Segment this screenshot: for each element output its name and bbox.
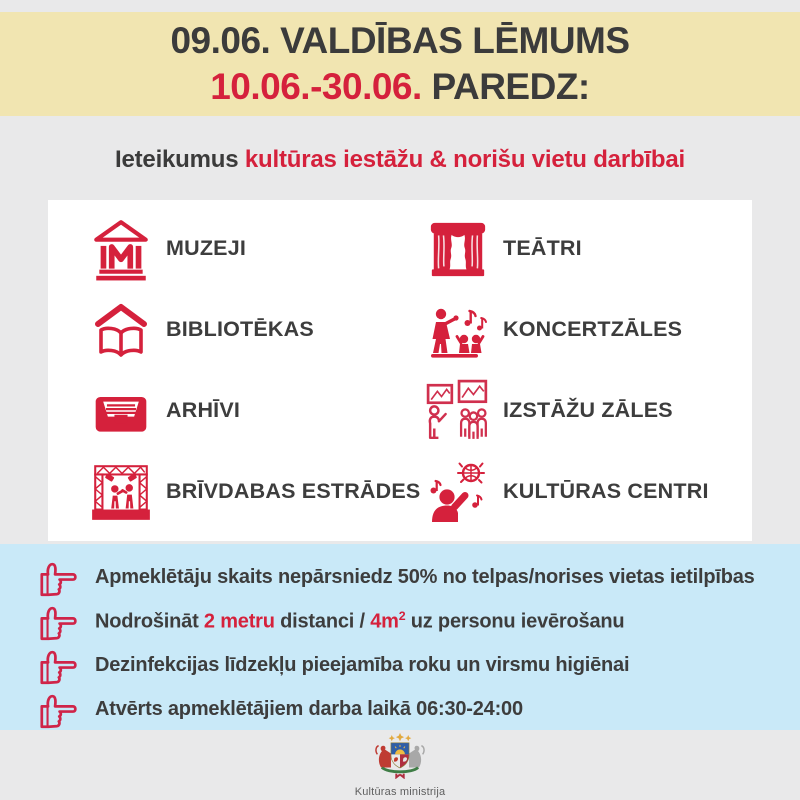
coat-of-arms-logo [371, 733, 429, 784]
library-icon [86, 293, 156, 367]
venue-item-koncertzales [423, 293, 752, 367]
rule-text: Nodrošināt 2 metru distanci / $4m^2$ uz personu ievērošanu [95, 609, 625, 633]
rule-text: Atvērts apmeklētājiem darba laikā 06:30-24:00 [95, 698, 523, 720]
venue-label: BIBLIOTĒKAS [166, 317, 314, 341]
venue-item-bibliotekas [86, 293, 423, 367]
pointing-hand-icon [34, 645, 82, 687]
rule-item-hours [34, 691, 790, 728]
venue-item-muzeji [86, 212, 423, 286]
pointing-hand-icon [34, 689, 82, 731]
footer [0, 730, 800, 800]
museum-icon [86, 212, 156, 286]
venue-item-brivdabas-estrades [86, 455, 423, 529]
ministry-name: Kultūras ministrija [354, 785, 446, 798]
title-line-2: 10.06.-30.06. PAREDZ: [210, 66, 590, 107]
top-strip [0, 0, 800, 12]
venue-item-izstazu-zales [423, 374, 752, 448]
rules-panel [0, 544, 800, 730]
rule-item-distance [34, 603, 790, 640]
venue-label: KULTŪRAS CENTRI [503, 479, 709, 503]
venue-label: IZSTĀŽU ZĀLES [503, 398, 673, 422]
theater-icon [423, 212, 493, 286]
outdoor-stage-icon [86, 455, 156, 529]
rule-item-disinfection [34, 647, 790, 684]
pointing-hand-icon [34, 601, 82, 643]
venue-label: KONCERTZĀLES [503, 317, 683, 341]
venue-item-kulturas-centri [423, 455, 752, 529]
venue-label: ARHĪVI [166, 398, 241, 422]
exhibition-icon [423, 374, 493, 448]
title-line-1: 09.06. VALDĪBAS LĒMUMS [170, 20, 630, 62]
venues-card [48, 200, 752, 541]
culture-center-icon [423, 455, 493, 529]
venue-label: BRĪVDABAS ESTRĀDES [166, 479, 421, 503]
venue-item-arhivi [86, 374, 423, 448]
archive-icon [86, 374, 156, 448]
venue-item-teatri [423, 212, 752, 286]
main-section [0, 116, 800, 544]
header-banner [0, 12, 800, 116]
pointing-hand-icon [34, 557, 82, 599]
concert-icon [423, 293, 493, 367]
rule-item-capacity [34, 559, 790, 596]
rule-text: Dezinfekcijas līdzekļu pieejamība roku un virsmu higiēnai [95, 654, 630, 676]
subtitle: Ieteikumus kultūras iestāžu & norišu vietu darbībai [115, 146, 685, 173]
venue-label: MUZEJI [166, 236, 247, 260]
venue-label: TEĀTRI [503, 236, 582, 260]
rule-text: Apmeklētāju skaits nepārsniedz 50% no telpas/norises vietas ietilpības [95, 566, 755, 588]
